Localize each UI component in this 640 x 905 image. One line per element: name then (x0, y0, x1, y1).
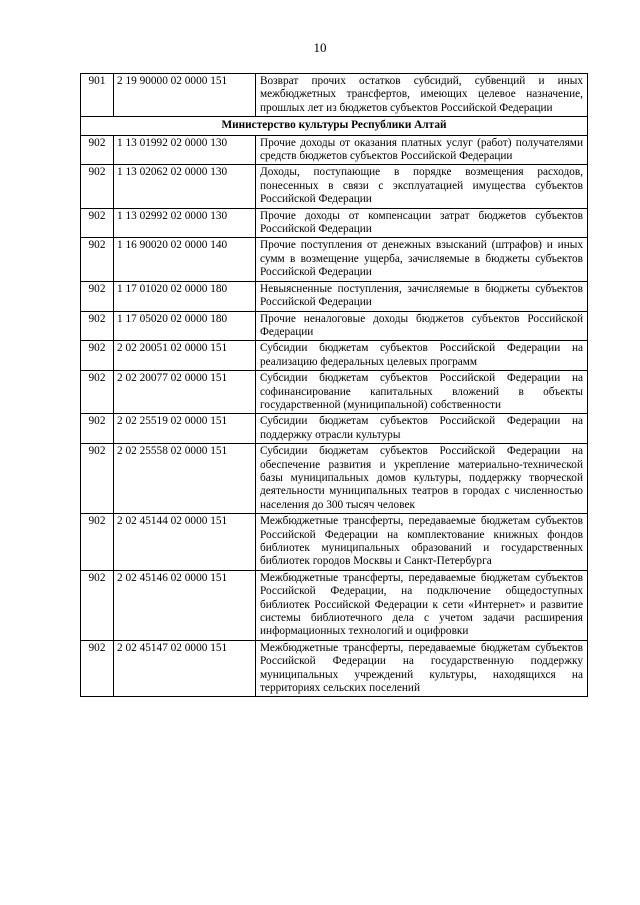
revenue-code-cell: 1 17 05020 02 0000 180 (114, 311, 256, 341)
revenue-code-cell: 2 02 45146 02 0000 151 (114, 570, 256, 640)
table-row (81, 311, 588, 341)
description-cell: Субсидии бюджетам субъектов Российской Федерации на софинансирование капитальных вложений в объекты государственной (муниципальной) собственности (256, 371, 588, 414)
admin-code-cell: 902 (81, 570, 114, 640)
description-cell: Межбюджетные трансферты, передаваемые бюджетам субъектов Российской Федерации на государственную поддержку муниципальных учреждений культуры, находящихся на территориях сельских поселений (256, 640, 588, 697)
description-cell: Межбюджетные трансферты, передаваемые бюджетам субъектов Российской Федерации, на подключение общедоступных библиотек Российской Федерации к сети «Интернет» и развитие системы библиотечного дела с учетом задачи расширения информационных технологий и оцифровки (256, 570, 588, 640)
admin-code-cell: 901 (81, 74, 114, 117)
admin-code-cell: 902 (81, 444, 114, 514)
table-row (81, 281, 588, 311)
description-cell: Прочие поступления от денежных взысканий (штрафов) и иных сумм в возмещение ущерба, зачисляемые в бюджеты субъектов Российской Федерации (256, 238, 588, 281)
description-cell: Доходы, поступающие в порядке возмещения расходов, понесенных в связи с эксплуатацией имущества субъектов Российской Федерации (256, 165, 588, 208)
table-row (81, 74, 588, 117)
section-header-row (81, 117, 588, 135)
page-number: 10 (313, 40, 327, 55)
table-row (81, 341, 588, 371)
admin-code-cell: 902 (81, 371, 114, 414)
table-row (81, 238, 588, 281)
admin-code-cell: 902 (81, 311, 114, 341)
admin-code-cell: 902 (81, 135, 114, 165)
table-row (81, 570, 588, 640)
admin-code-cell: 902 (81, 238, 114, 281)
admin-code-cell: 902 (81, 414, 114, 444)
description-cell: Субсидии бюджетам субъектов Российской Федерации на обеспечение развития и укрепление материально-технической базы муниципальных домов культуры, поддержку творческой деятельности муниципальных театров в городах с численностью населения до 300 тысяч человек (256, 444, 588, 514)
admin-code-cell: 902 (81, 208, 114, 238)
revenue-code-cell: 2 02 20051 02 0000 151 (114, 341, 256, 371)
table-body (81, 74, 588, 697)
description-cell: Межбюджетные трансферты, передаваемые бюджетам субъектов Российской Федерации на комплектование книжных фондов библиотек муниципальных образований и государственных библиотек городов Москвы и Санкт-Петербурга (256, 514, 588, 571)
admin-code-cell: 902 (81, 281, 114, 311)
revenue-code-cell: 1 16 90020 02 0000 140 (114, 238, 256, 281)
revenue-code-cell: 2 02 20077 02 0000 151 (114, 371, 256, 414)
admin-code-cell: 902 (81, 640, 114, 697)
description-cell: Субсидии бюджетам субъектов Российской Федерации на реализацию федеральных целевых программ (256, 341, 588, 371)
admin-code-cell: 902 (81, 165, 114, 208)
revenue-code-cell: 1 13 02992 02 0000 130 (114, 208, 256, 238)
revenue-code-cell: 2 02 45144 02 0000 151 (114, 514, 256, 571)
description-cell: Субсидии бюджетам субъектов Российской Федерации на поддержку отрасли культуры (256, 414, 588, 444)
revenue-code-cell: 1 13 01992 02 0000 130 (114, 135, 256, 165)
table-row (81, 208, 588, 238)
revenue-code-cell: 2 02 25558 02 0000 151 (114, 444, 256, 514)
revenue-code-cell: 2 02 25519 02 0000 151 (114, 414, 256, 444)
revenue-code-cell: 1 13 02062 02 0000 130 (114, 165, 256, 208)
description-cell: Возврат прочих остатков субсидий, субвенций и иных межбюджетных трансфертов, имеющих целевое назначение, прошлых лет из бюджетов субъектов Российской Федерации (256, 74, 588, 117)
revenue-code-cell: 2 19 90000 02 0000 151 (114, 74, 256, 117)
table-row (81, 371, 588, 414)
revenue-code-cell: 1 17 01020 02 0000 180 (114, 281, 256, 311)
description-cell: Невыясненные поступления, зачисляемые в бюджеты субъектов Российской Федерации (256, 281, 588, 311)
table-row (81, 135, 588, 165)
table-row (81, 444, 588, 514)
table-row (81, 640, 588, 697)
table-row (81, 414, 588, 444)
description-cell: Прочие доходы от компенсации затрат бюджетов субъектов Российской Федерации (256, 208, 588, 238)
section-title: Министерство культуры Республики Алтай (81, 117, 588, 135)
description-cell: Прочие неналоговые доходы бюджетов субъектов Российской Федерации (256, 311, 588, 341)
admin-code-cell: 902 (81, 514, 114, 571)
admin-code-cell: 902 (81, 341, 114, 371)
table-row (81, 514, 588, 571)
revenue-codes-table (80, 73, 588, 697)
revenue-code-cell: 2 02 45147 02 0000 151 (114, 640, 256, 697)
table-row (81, 165, 588, 208)
description-cell: Прочие доходы от оказания платных услуг (работ) получателями средств бюджетов субъектов Российской Федерации (256, 135, 588, 165)
